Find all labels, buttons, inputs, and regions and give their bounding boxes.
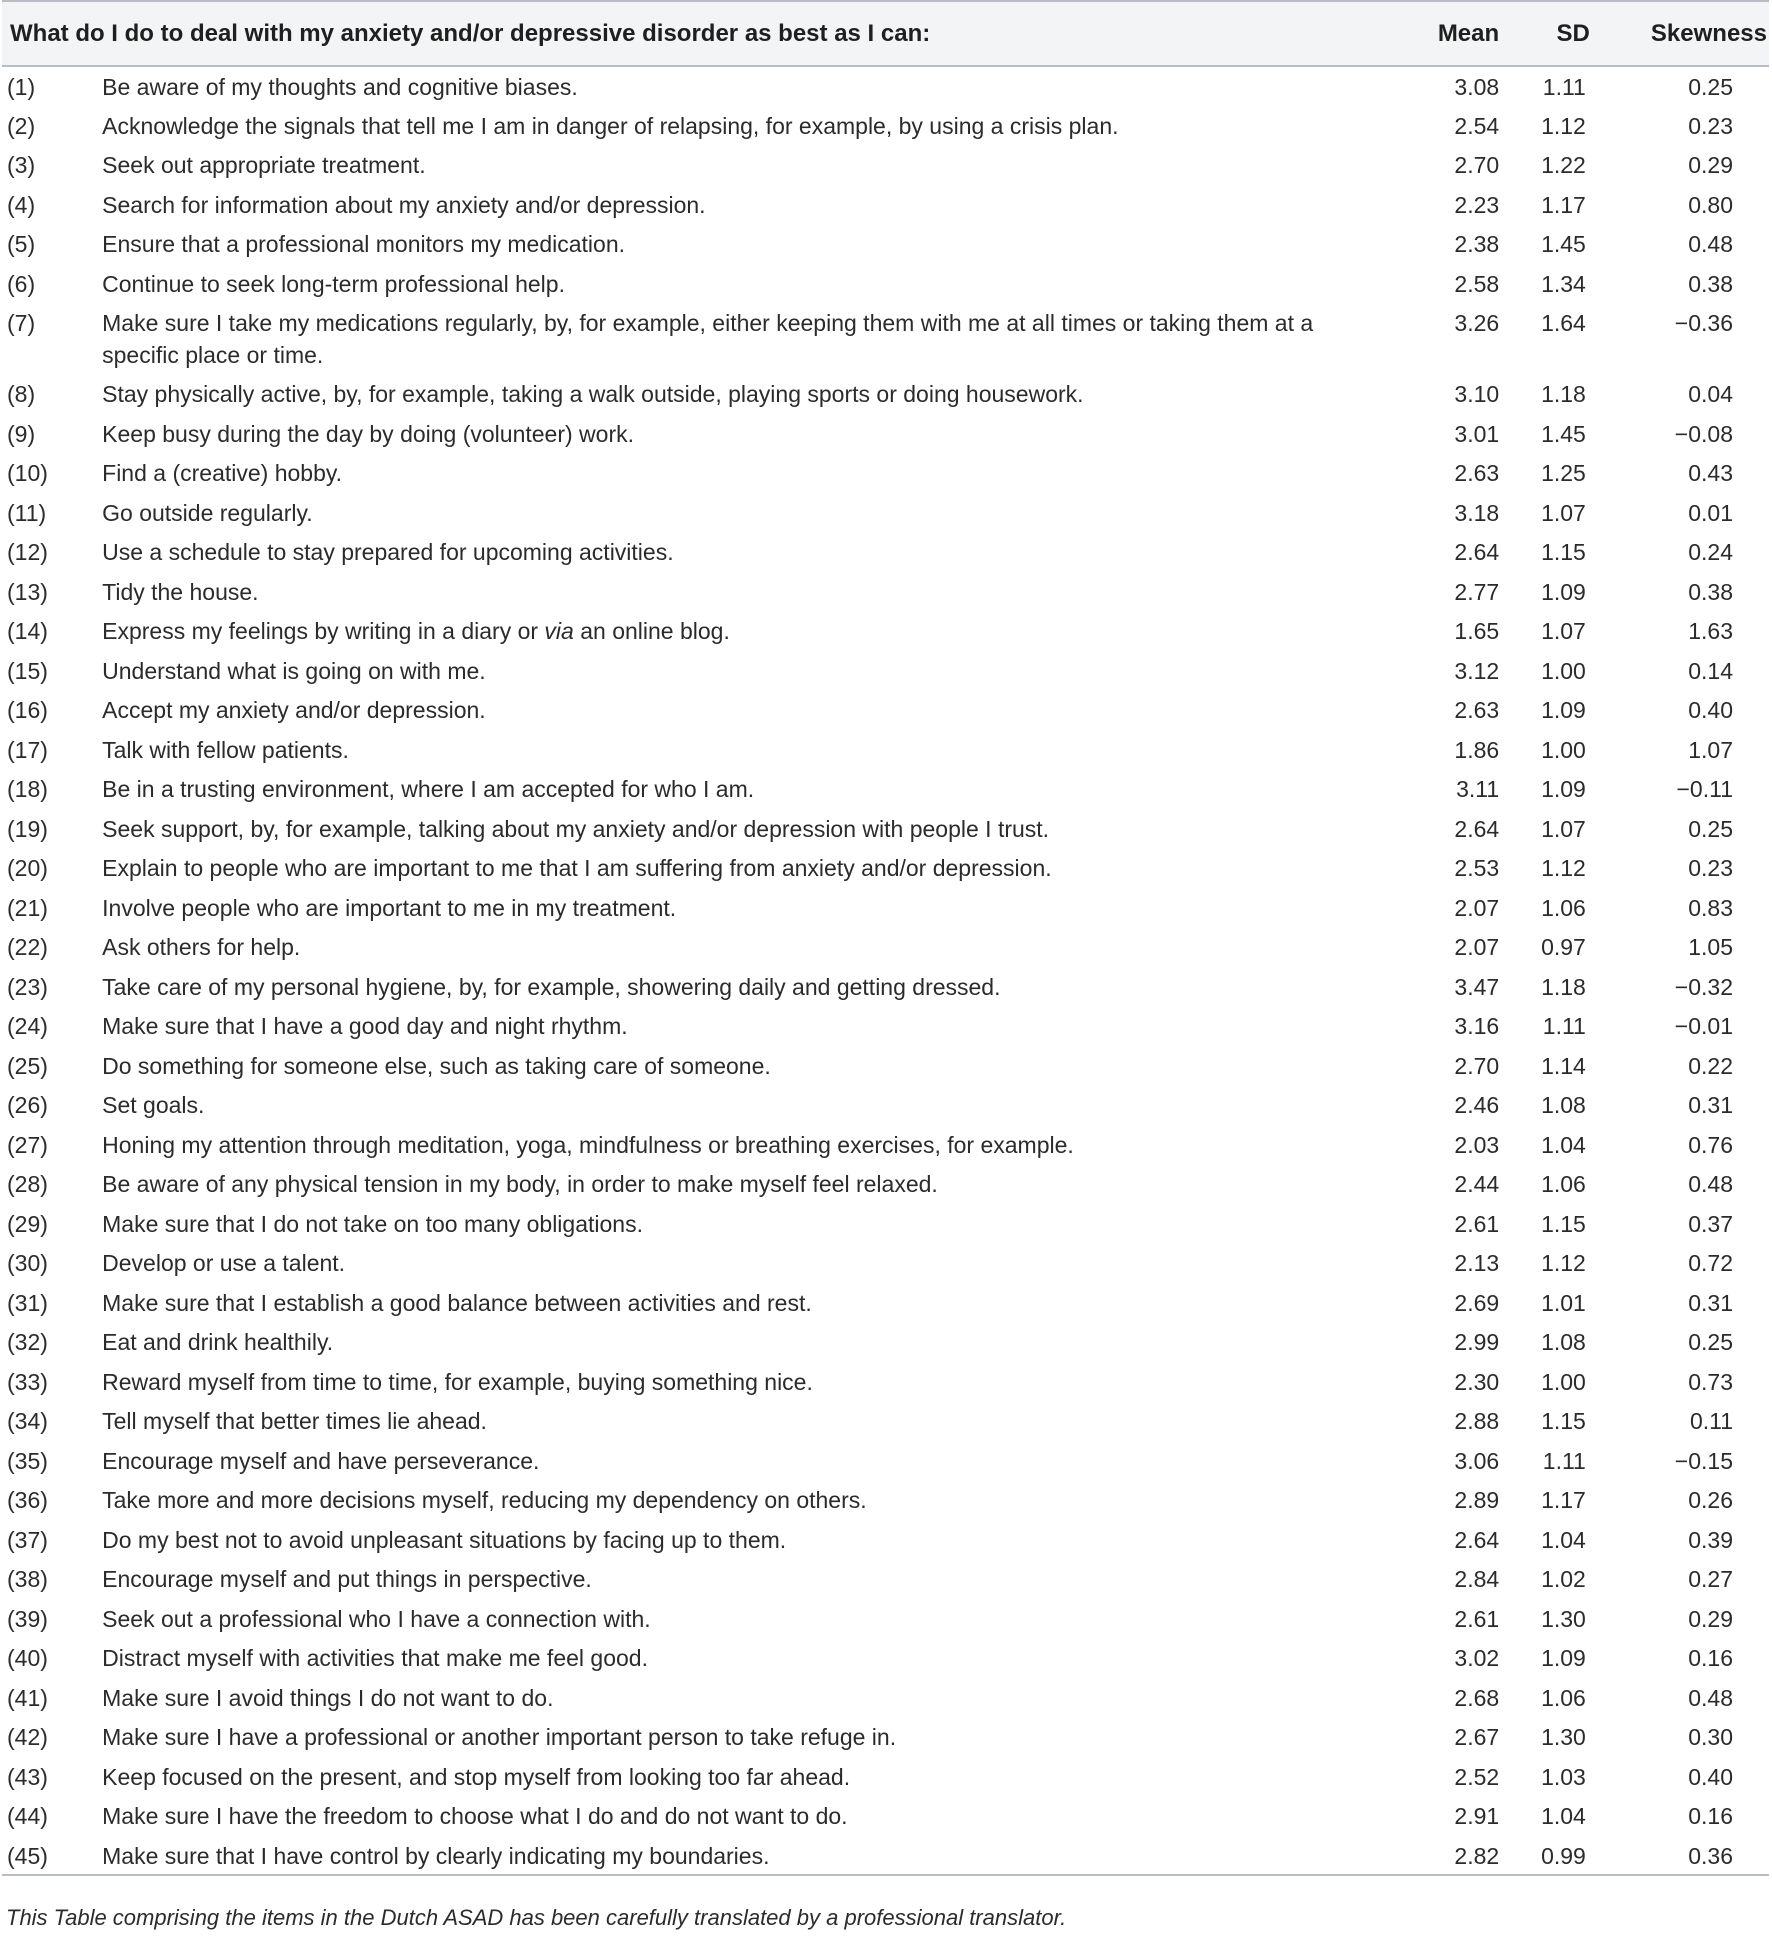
item-skewness: 0.48 (1688, 1684, 1733, 1711)
table-row (2, 532, 1769, 572)
item-text: Ensure that a professional monitors my medication. (102, 231, 625, 257)
item-mean: 2.64 (1454, 539, 1500, 565)
item-number: (26) (7, 1092, 48, 1118)
item-mean: 2.30 (1454, 1368, 1500, 1395)
item-mean: 2.99 (1454, 1329, 1500, 1355)
item-number: (9) (7, 420, 36, 447)
item-sd: 1.14 (1541, 1052, 1586, 1079)
item-skewness: 0.43 (1688, 460, 1733, 486)
table-row (2, 1796, 1769, 1836)
item-skewness: 0.48 (1688, 1171, 1733, 1197)
item-skewness: 1.05 (1688, 934, 1733, 960)
item-mean: 3.18 (1454, 499, 1500, 526)
item-sd: 1.11 (1542, 1013, 1586, 1039)
item-mean: 2.23 (1454, 191, 1500, 218)
item-text: Take more and more decisions myself, reducing my dependency on others. (102, 1487, 867, 1513)
item-number: (18) (7, 776, 48, 802)
item-mean: 2.07 (1454, 894, 1500, 921)
item-text: Go outside regularly. (102, 499, 313, 526)
item-skewness: 0.27 (1688, 1566, 1733, 1592)
item-mean: 2.82 (1454, 1842, 1500, 1869)
item-number: (14) (7, 618, 48, 644)
table-row (2, 414, 1769, 454)
item-text-part: Express my feelings by writing in a diary or (102, 618, 545, 644)
table-row (2, 185, 1769, 225)
item-skewness: −0.01 (1674, 1013, 1733, 1039)
item-skewness: 0.22 (1688, 1052, 1733, 1079)
item-text: Distract myself with activities that make me feel good. (102, 1645, 648, 1671)
item-skewness: 0.16 (1688, 1645, 1733, 1671)
item-mean: 2.67 (1454, 1724, 1500, 1750)
table-row (2, 967, 1769, 1007)
item-skewness: 0.38 (1688, 578, 1733, 605)
header-mean: Mean (1437, 19, 1500, 47)
item-number: (10) (7, 460, 48, 486)
item-mean: 2.53 (1454, 855, 1500, 881)
item-sd: 1.07 (1541, 499, 1586, 526)
item-text: Do my best not to avoid unpleasant situations by facing up to them. (102, 1526, 787, 1553)
item-text: Ask others for help. (102, 934, 301, 960)
item-text: Make sure I avoid things I do not want to do. (102, 1684, 554, 1711)
item-text: Keep focused on the present, and stop myself from looking too far ahead. (102, 1763, 851, 1790)
item-mean: 2.89 (1454, 1487, 1500, 1513)
table-row (2, 1204, 1769, 1244)
item-number: (37) (7, 1526, 48, 1553)
table-row (2, 453, 1769, 493)
item-text: Be in a trusting environment, where I am accepted for who I am. (102, 776, 755, 802)
item-sd: 1.34 (1541, 270, 1586, 297)
item-number: (36) (7, 1487, 48, 1513)
item-number: (38) (7, 1566, 48, 1592)
table-row (2, 809, 1769, 849)
item-text (102, 611, 1419, 651)
item-text: Involve people who are important to me in my treatment. (102, 894, 677, 921)
item-skewness: 0.76 (1688, 1131, 1733, 1158)
item-mean: 2.84 (1454, 1566, 1500, 1592)
table-row (2, 374, 1769, 414)
table-row (2, 1401, 1769, 1441)
item-sd: 1.08 (1541, 1329, 1586, 1355)
item-number: (6) (7, 270, 36, 297)
item-text: Encourage myself and put things in perspective. (102, 1566, 592, 1592)
header-skewness: Skewness (1650, 19, 1767, 47)
item-skewness: 0.25 (1688, 1329, 1733, 1355)
item-mean: 2.07 (1454, 934, 1500, 960)
item-text: Reward myself from time to time, for example, buying something nice. (102, 1368, 813, 1395)
header-item: What do I do to deal with my anxiety and/or depressive disorder as best as I can: (10, 19, 931, 47)
table-row (2, 1836, 1769, 1876)
table-row (2, 264, 1769, 304)
item-text: Seek support, by, for example, talking about my anxiety and/or depression with people I trust. (102, 815, 1050, 842)
item-skewness: 0.23 (1688, 112, 1733, 139)
item-sd: 1.00 (1541, 736, 1586, 763)
table-body (2, 66, 1769, 1875)
item-text: Find a (creative) hobby. (102, 460, 343, 486)
item-sd: 1.30 (1541, 1724, 1586, 1750)
item-mean: 2.54 (1454, 112, 1500, 139)
item-number: (33) (7, 1368, 48, 1395)
item-text: Explain to people who are important to me that I am suffering from anxiety and/or depression. (102, 855, 1052, 881)
item-number: (8) (7, 381, 36, 407)
table-row (2, 1243, 1769, 1283)
item-number: (12) (7, 539, 48, 565)
item-sd: 1.04 (1541, 1803, 1586, 1829)
item-skewness: 0.80 (1688, 191, 1733, 218)
item-text: Seek out a professional who I have a connection with. (102, 1605, 651, 1632)
item-text: Be aware of my thoughts and cognitive biases. (102, 74, 578, 100)
item-number: (32) (7, 1329, 48, 1355)
table-row (2, 1441, 1769, 1481)
item-text: Understand what is going on with me. (102, 657, 486, 684)
item-sd: 1.02 (1541, 1566, 1586, 1592)
item-text-part: an online blog. (573, 618, 730, 644)
item-text: Set goals. (102, 1092, 205, 1118)
table-row (2, 1006, 1769, 1046)
item-mean: 2.63 (1454, 697, 1500, 723)
item-mean: 1.65 (1454, 618, 1500, 644)
item-number: (34) (7, 1408, 48, 1434)
table-row (2, 848, 1769, 888)
item-sd: 1.64 (1541, 310, 1586, 336)
item-sd: 1.15 (1541, 1408, 1586, 1434)
item-mean: 2.64 (1454, 815, 1500, 842)
item-sd: 1.03 (1541, 1763, 1586, 1790)
item-mean: 3.11 (1456, 776, 1500, 802)
item-skewness: 0.36 (1688, 1842, 1733, 1869)
item-sd: 1.04 (1541, 1131, 1586, 1158)
item-sd: 0.97 (1541, 934, 1586, 960)
table-row (2, 1599, 1769, 1639)
item-mean: 2.44 (1454, 1171, 1500, 1197)
item-text: Search for information about my anxiety and/or depression. (102, 191, 706, 218)
item-mean: 2.70 (1454, 1052, 1500, 1079)
item-text: Tell myself that better times lie ahead. (102, 1408, 487, 1434)
item-text: Accept my anxiety and/or depression. (102, 697, 486, 723)
item-number: (7) (7, 310, 36, 336)
item-skewness: 0.38 (1688, 270, 1733, 297)
item-number: (5) (7, 231, 36, 257)
item-sd: 1.09 (1541, 578, 1586, 605)
item-sd: 1.22 (1541, 152, 1586, 178)
item-mean: 2.88 (1454, 1408, 1500, 1434)
item-mean: 2.64 (1454, 1526, 1500, 1553)
item-number: (17) (7, 736, 48, 763)
item-number: (40) (7, 1645, 48, 1671)
item-mean: 2.52 (1454, 1763, 1500, 1790)
item-number: (15) (7, 657, 48, 684)
item-text: Develop or use a talent. (102, 1250, 346, 1276)
table-row (2, 106, 1769, 146)
item-mean: 2.68 (1454, 1684, 1500, 1711)
item-number: (25) (7, 1052, 48, 1079)
item-skewness: 0.04 (1688, 381, 1733, 407)
item-sd: 1.01 (1541, 1289, 1586, 1316)
item-number: (39) (7, 1605, 48, 1632)
item-number: (30) (7, 1250, 48, 1276)
item-text: Acknowledge the signals that tell me I am in danger of relapsing, for example, by using a crisis plan. (102, 112, 1119, 139)
table-row (2, 1480, 1769, 1520)
item-skewness: 0.01 (1688, 499, 1733, 526)
item-mean: 2.77 (1454, 578, 1500, 605)
item-number: (13) (7, 578, 48, 605)
item-text: Tidy the house. (102, 578, 259, 605)
item-sd: 1.09 (1541, 697, 1586, 723)
item-mean: 3.10 (1454, 381, 1500, 407)
item-mean: 3.06 (1454, 1447, 1500, 1474)
item-mean: 2.13 (1454, 1250, 1500, 1276)
item-text: Make sure that I establish a good balance between activities and rest. (102, 1289, 812, 1316)
item-number: (41) (7, 1684, 48, 1711)
table-row (2, 572, 1769, 612)
item-sd: 1.06 (1541, 894, 1586, 921)
item-sd: 1.07 (1541, 618, 1586, 644)
item-mean: 2.61 (1454, 1210, 1500, 1237)
table-row (2, 730, 1769, 770)
table-row (2, 651, 1769, 691)
item-sd: 1.15 (1541, 539, 1586, 565)
table-row (2, 1717, 1769, 1757)
table-row (2, 1559, 1769, 1599)
item-skewness: 0.37 (1688, 1210, 1733, 1237)
item-text: Take care of my personal hygiene, by, for example, showering daily and getting dressed. (102, 973, 1001, 1000)
item-text: Do something for someone else, such as taking care of someone. (102, 1052, 771, 1079)
item-sd: 1.07 (1541, 815, 1586, 842)
item-sd: 1.04 (1541, 1526, 1586, 1553)
item-text: Encourage myself and have perseverance. (102, 1447, 540, 1474)
item-mean: 3.16 (1454, 1013, 1500, 1039)
item-number: (44) (7, 1803, 48, 1829)
item-mean: 2.58 (1454, 270, 1500, 297)
header-sd: SD (1556, 19, 1590, 47)
item-skewness: 0.23 (1688, 855, 1733, 881)
item-skewness: 0.73 (1688, 1368, 1733, 1395)
item-number: (28) (7, 1171, 48, 1197)
item-mean: 3.02 (1454, 1645, 1500, 1671)
item-skewness: 0.16 (1688, 1803, 1733, 1829)
item-sd: 1.30 (1541, 1605, 1586, 1632)
item-text: Make sure I take my medications regularly, by, for example, either keeping them with me at all times or taking them at a specific place or time. (102, 310, 1314, 368)
item-mean: 2.61 (1454, 1605, 1500, 1632)
item-text: Make sure that I do not take on too many obligations. (102, 1210, 643, 1237)
table-row (2, 303, 1769, 374)
item-sd: 1.00 (1541, 657, 1586, 684)
item-number: (24) (7, 1013, 48, 1039)
item-skewness: 0.24 (1688, 539, 1733, 565)
item-text: Use a schedule to stay prepared for upcoming activities. (102, 539, 674, 565)
table-row (2, 1520, 1769, 1560)
item-skewness: 0.31 (1688, 1092, 1733, 1118)
item-sd: 1.11 (1542, 1447, 1586, 1474)
item-sd: 1.12 (1541, 855, 1586, 881)
item-text: Eat and drink healthily. (102, 1329, 334, 1355)
table-row (2, 1638, 1769, 1678)
item-skewness: 0.40 (1688, 697, 1733, 723)
item-number: (43) (7, 1763, 48, 1790)
table-row (2, 611, 1769, 651)
table-row (2, 1362, 1769, 1402)
item-number: (42) (7, 1724, 48, 1750)
item-sd: 1.09 (1541, 1645, 1586, 1671)
item-skewness: 0.25 (1688, 815, 1733, 842)
item-sd: 1.12 (1541, 112, 1586, 139)
item-number: (4) (7, 191, 36, 218)
item-text: Make sure I have a professional or another important person to take refuge in. (102, 1724, 897, 1750)
item-skewness: −0.11 (1676, 776, 1733, 802)
table-footnote: This Table comprising the items in the Dutch ASAD has been carefully translated by a professional translator. (6, 1905, 1067, 1930)
table-header-row (2, 1, 1769, 66)
item-text: Honing my attention through meditation, yoga, mindfulness or breathing exercises, for example. (102, 1131, 1074, 1158)
item-text: Talk with fellow patients. (102, 736, 349, 763)
item-sd: 1.45 (1541, 231, 1586, 257)
table-row (2, 224, 1769, 264)
item-skewness: 0.30 (1688, 1724, 1733, 1750)
item-skewness: −0.32 (1674, 973, 1733, 1000)
item-number: (3) (7, 152, 36, 178)
table-row (2, 66, 1769, 106)
item-mean: 3.08 (1454, 74, 1500, 100)
item-mean: 3.26 (1454, 310, 1500, 336)
item-skewness: 0.11 (1689, 1408, 1733, 1434)
item-skewness: −0.08 (1674, 420, 1733, 447)
item-text: Continue to seek long-term professional help. (102, 270, 565, 297)
item-number: (11) (7, 499, 47, 526)
item-mean: 2.38 (1454, 231, 1500, 257)
item-mean: 2.63 (1454, 460, 1500, 486)
item-skewness: −0.36 (1674, 310, 1733, 336)
table-row (2, 1125, 1769, 1165)
item-text: Keep busy during the day by doing (volunteer) work. (102, 420, 635, 447)
item-sd: 1.00 (1541, 1368, 1586, 1395)
item-skewness: 0.29 (1688, 152, 1733, 178)
item-number: (45) (7, 1842, 48, 1869)
item-text-italic: via (544, 618, 574, 644)
item-skewness: 0.31 (1688, 1289, 1733, 1316)
item-mean: 2.69 (1454, 1289, 1500, 1316)
item-mean: 1.86 (1454, 736, 1500, 763)
item-skewness: 0.72 (1688, 1250, 1733, 1276)
item-text: Seek out appropriate treatment. (102, 152, 426, 178)
item-text: Stay physically active, by, for example, taking a walk outside, playing sports or doing housework. (102, 381, 1084, 407)
item-sd: 0.99 (1541, 1842, 1586, 1869)
table-row (2, 1678, 1769, 1718)
table-row (2, 1164, 1769, 1204)
item-sd: 1.18 (1541, 973, 1586, 1000)
table-row (2, 1085, 1769, 1125)
item-mean: 3.01 (1454, 420, 1500, 447)
table-row (2, 690, 1769, 730)
table-row (2, 769, 1769, 809)
item-mean: 2.46 (1454, 1092, 1500, 1118)
table-row (2, 1322, 1769, 1362)
item-number: (22) (7, 934, 48, 960)
item-skewness: 1.07 (1688, 736, 1733, 763)
item-sd: 1.17 (1541, 1487, 1586, 1513)
item-sd: 1.09 (1541, 776, 1586, 802)
item-number: (31) (7, 1289, 48, 1316)
item-mean: 2.03 (1454, 1131, 1500, 1158)
item-text: Be aware of any physical tension in my body, in order to make myself feel relaxed. (102, 1171, 938, 1197)
item-number: (21) (7, 894, 48, 921)
item-mean: 3.12 (1454, 657, 1500, 684)
table-row (2, 493, 1769, 533)
item-number: (20) (7, 855, 48, 881)
table-row (2, 1046, 1769, 1086)
item-text: Make sure I have the freedom to choose what I do and do not want to do. (102, 1803, 848, 1829)
item-skewness: 0.26 (1688, 1487, 1733, 1513)
item-sd: 1.17 (1541, 191, 1586, 218)
item-number: (29) (7, 1210, 48, 1237)
item-number: (35) (7, 1447, 48, 1474)
item-sd: 1.25 (1541, 460, 1586, 486)
item-sd: 1.06 (1541, 1171, 1586, 1197)
item-skewness: 0.14 (1688, 657, 1733, 684)
item-skewness: 0.83 (1688, 894, 1733, 921)
item-number: (23) (7, 973, 48, 1000)
item-skewness: 1.63 (1688, 618, 1733, 644)
table-row (2, 1283, 1769, 1323)
asad-items-table (2, 0, 1769, 1876)
item-skewness: 0.29 (1688, 1605, 1733, 1632)
table-row (2, 927, 1769, 967)
table-row (2, 888, 1769, 928)
item-sd: 1.08 (1541, 1092, 1586, 1118)
item-number: (2) (7, 112, 36, 139)
item-skewness: 0.39 (1688, 1526, 1733, 1553)
item-sd: 1.06 (1541, 1684, 1586, 1711)
item-skewness: 0.25 (1688, 74, 1733, 100)
item-text: Make sure that I have a good day and night rhythm. (102, 1013, 628, 1039)
item-skewness: 0.48 (1688, 231, 1733, 257)
item-mean: 3.47 (1454, 973, 1500, 1000)
item-skewness: −0.15 (1674, 1447, 1733, 1474)
item-mean: 2.70 (1454, 152, 1500, 178)
item-sd: 1.12 (1541, 1250, 1586, 1276)
item-sd: 1.15 (1541, 1210, 1586, 1237)
item-number: (27) (7, 1131, 48, 1158)
table-row (2, 145, 1769, 185)
table-row (2, 1757, 1769, 1797)
item-text: Make sure that I have control by clearly indicating my boundaries. (102, 1842, 770, 1869)
item-sd: 1.18 (1541, 381, 1586, 407)
item-sd: 1.11 (1542, 74, 1586, 100)
item-number: (16) (7, 697, 48, 723)
item-skewness: 0.40 (1688, 1763, 1733, 1790)
item-mean: 2.91 (1454, 1803, 1500, 1829)
item-sd: 1.45 (1541, 420, 1586, 447)
item-number: (19) (7, 815, 48, 842)
item-number: (1) (7, 74, 36, 100)
